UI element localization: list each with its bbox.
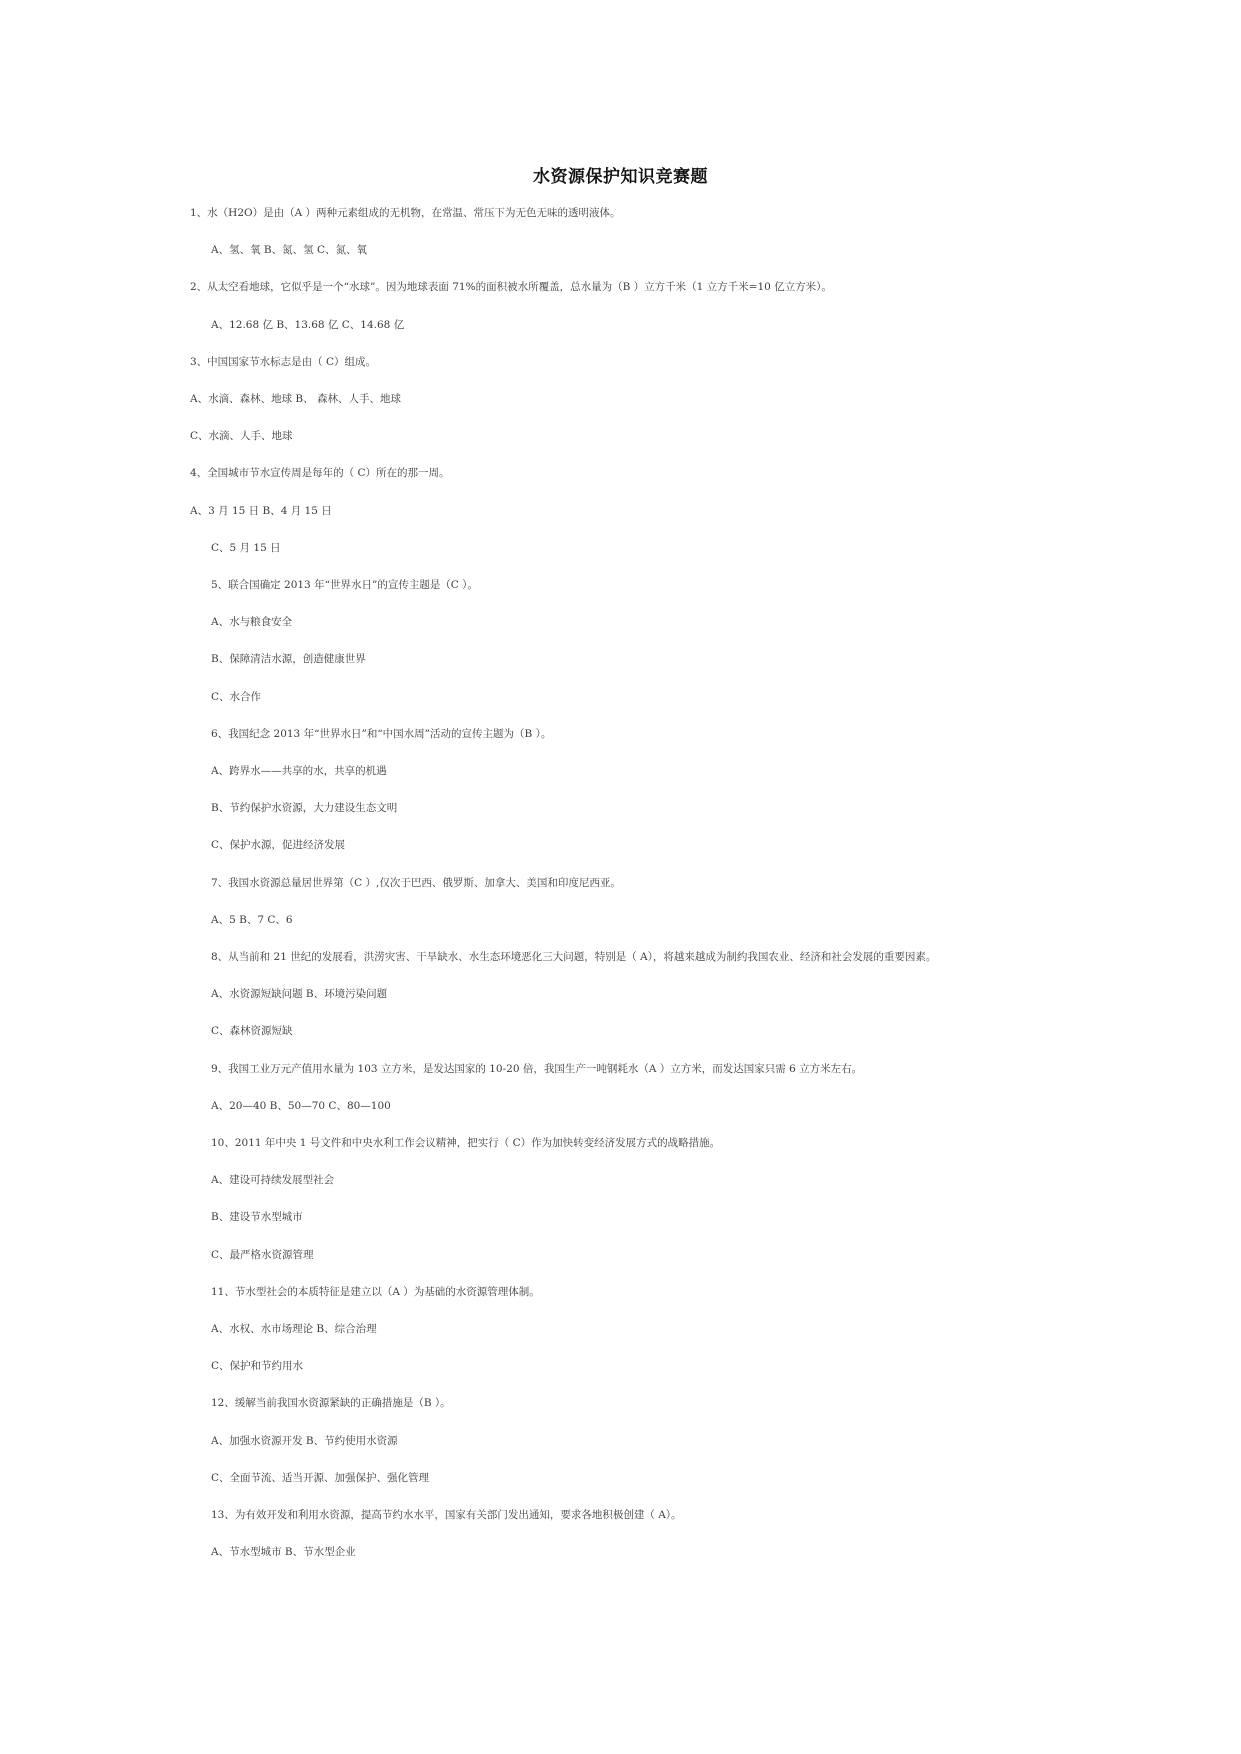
question-line: A、20—40 B、50—70 C、80—100 [211,1100,391,1112]
question-line: A、3 月 15 日 B、4 月 15 日 [190,505,332,517]
question-line: C、保护和节约用水 [211,1360,304,1372]
question-line: 12、缓解当前我国水资源紧缺的正确措施是（B ）。 [211,1397,451,1409]
question-line: 13、为有效开发和利用水资源，提高节约水水平，国家有关部门发出通知，要求各地积极创建（ A）。 [211,1509,682,1521]
question-line: C、保护水源，促进经济发展 [211,839,346,851]
question-line: C、5 月 15 日 [211,542,281,554]
question-line: 5、联合国确定 2013 年“世界水日”的宣传主题是（C ）。 [211,579,478,591]
question-line: 4、全国城市节水宣传周是每年的（ C）所在的那一周。 [190,467,450,479]
question-line: A、水权、水市场理论 B、综合治理 [211,1323,377,1335]
question-line: C、水合作 [211,691,262,703]
question-line: 10、2011 年中央 1 号文件和中央水利工作会议精神，把实行（ C）作为加快转变经济发展方式的战略措施。 [211,1137,721,1149]
question-line: C、森林资源短缺 [211,1025,293,1037]
question-line: C、水滴、人手、地球 [190,430,293,442]
question-line: 6、我国纪念 2013 年“世界水日”和“中国水周”活动的宣传主题为（B ）。 [211,728,552,740]
question-line: C、最严格水资源管理 [211,1249,314,1261]
question-line: B、节约保护水资源，大力建设生态文明 [211,802,398,814]
question-line: 9、我国工业万元产值用水量为 103 立方米，是发达国家的 10-20 倍，我国生产一吨钢耗水（A ）立方米，而发达国家只需 6 立方米左右。 [211,1063,863,1075]
question-line: A、12.68 亿 B、13.68 亿 C、14.68 亿 [211,319,405,331]
question-line: A、水与粮食安全 [211,616,293,628]
question-line: A、建设可持续发展型社会 [211,1174,335,1186]
question-line: 2、从太空看地球，它似乎是一个“水球”。因为地球表面 71%的面积被水所覆盖，总水量为（B ）立方千米（1 立方千米=10 亿立方米）。 [190,281,832,293]
question-line: A、跨界水——共享的水，共享的机遇 [211,765,387,777]
question-line: C、全面节流、适当开源、加强保护、强化管理 [211,1472,430,1484]
question-line: 7、我国水资源总量居世界第（C ）,仅次于巴西、俄罗斯、加拿大、美国和印度尼西亚。 [211,877,621,889]
question-line: B、保障清洁水源，创造健康世界 [211,653,366,665]
question-line: B、建设节水型城市 [211,1211,303,1223]
question-line: A、水资源短缺问题 B、环境污染问题 [211,988,388,1000]
question-line: A、5 B、7 C、6 [211,914,293,926]
question-line: A、节水型城市 B、节水型企业 [211,1546,356,1558]
question-line: 11、节水型社会的本质特征是建立以（A ）为基础的水资源管理体制。 [211,1286,540,1298]
question-line: A、水滴、森林、地球 B、 森林、人手、地球 [190,393,401,405]
document-title: 水资源保护知识竞赛题 [533,167,708,187]
question-line: A、加强水资源开发 B、节约使用水资源 [211,1435,398,1447]
question-line: 8、从当前和 21 世纪的发展看，洪涝灾害、干旱缺水、水生态环境恶化三大问题，特别是（ A），将越来越成为制约我国农业、经济和社会发展的重要因素。 [211,951,937,963]
question-line: 3、中国国家节水标志是由（ C）组成。 [190,356,377,368]
question-line: 1、水（H2O）是由（A ）两种元素组成的无机物，在常温、常压下为无色无味的透明液体。 [190,207,621,219]
question-line: A、氢、氧 B、氮、氢 C、氮、氧 [211,244,368,256]
